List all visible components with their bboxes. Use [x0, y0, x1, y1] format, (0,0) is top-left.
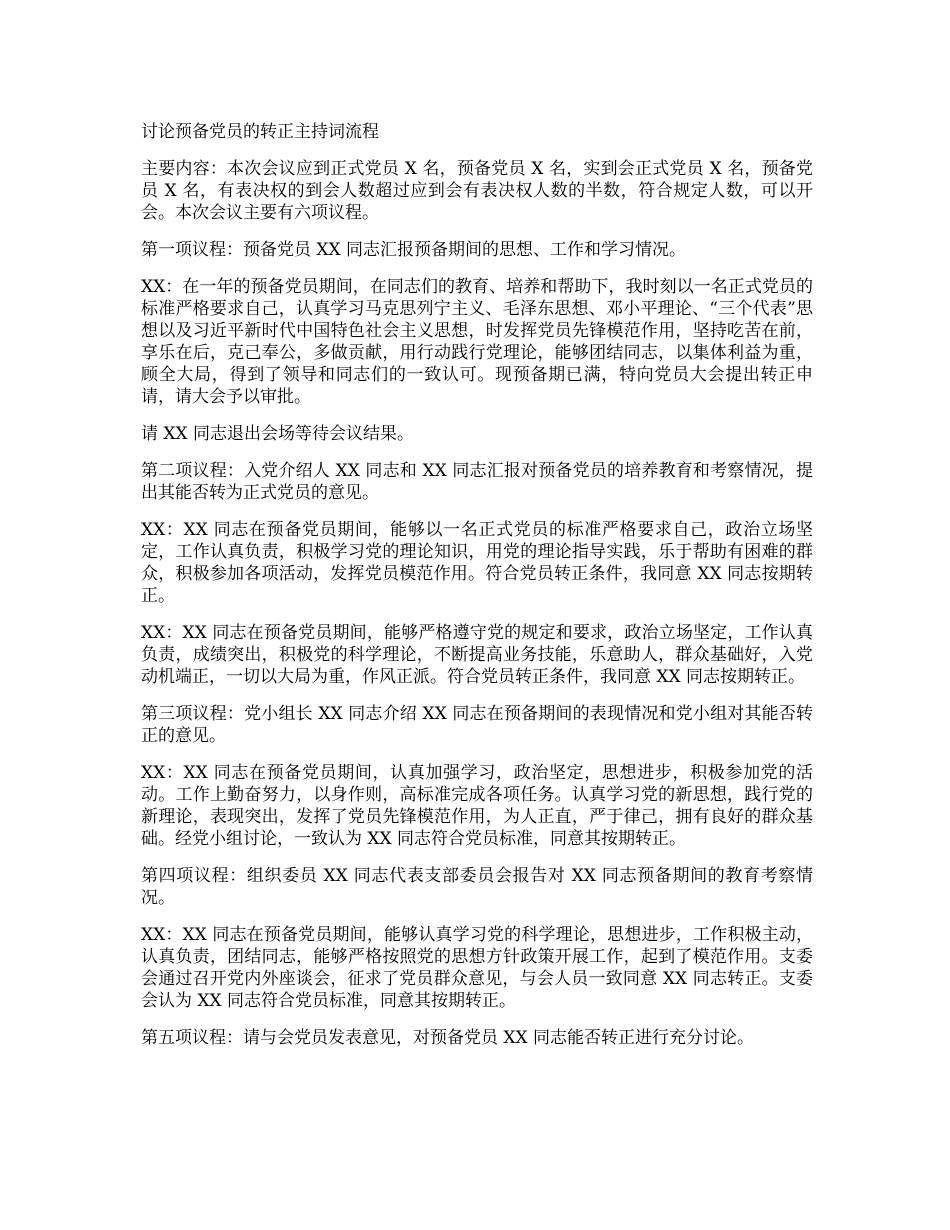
paragraph-agenda-item-5: 第五项议程：请与会党员发表意见，对预备党员 XX 同志能否转正进行充分讨论。: [141, 1028, 755, 1048]
document-title: 讨论预备党员的转正主持词流程: [141, 122, 379, 142]
paragraph-meeting-overview: 主要内容：本次会议应到正式党员 X 名，预备党员 X 名，实到会正式党员 X 名，预备党员 X 名，有表决权的到会人数超过应到会有表决权人数的半数，符合规定人数，可以开会。本次会议主要有六项议程。: [141, 159, 813, 223]
paragraph-committee-report: XX：XX 同志在预备党员期间，能够认真学习党的科学理论，思想进步，工作积极主动，认真负责，团结同志，能够严格按照党的思想方针政策开展工作，起到了模范作用。支委会通过召开党内外座谈会，征求了党员群众意见，与会人员一致同意 XX 同志转正。支委会认为 XX 同志符合党员标准，同意其按期转正。: [141, 925, 813, 1011]
paragraph-agenda-item-2: 第二项议程：入党介绍人 XX 同志和 XX 同志汇报对预备党员的培养教育和考察情况，提出其能否转为正式党员的意见。: [141, 461, 813, 503]
paragraph-agenda-item-3: 第三项议程：党小组长 XX 同志介绍 XX 同志在预备期间的表现情况和党小组对其能否转正的意见。: [141, 704, 813, 746]
paragraph-introducer-opinion-1: XX：XX 同志在预备党员期间，能够以一名正式党员的标准严格要求自己，政治立场坚定，工作认真负责，积极学习党的理论知识，用党的理论指导实践，乐于帮助有困难的群众，积极参加各项活动，发挥党员模范作用。符合党员转正条件，我同意 XX 同志按期转正。: [141, 520, 813, 606]
paragraph-introducer-opinion-2: XX：XX 同志在预备党员期间，能够严格遵守党的规定和要求，政治立场坚定，工作认真负责，成绩突出，积极党的科学理论，不断提高业务技能，乐意助人，群众基础好，入党动机端正，一切以大局为重，作风正派。符合党员转正条件，我同意 XX 同志按期转正。: [141, 623, 813, 687]
paragraph-agenda-item-1: 第一项议程：预备党员 XX 同志汇报预备期间的思想、工作和学习情况。: [141, 240, 687, 260]
paragraph-agenda-item-4: 第四项议程：组织委员 XX 同志代表支部委员会报告对 XX 同志预备期间的教育考察情况。: [141, 866, 813, 908]
paragraph-group-leader-opinion: XX：XX 同志在预备党员期间，认真加强学习，政治坚定，思想进步，积极参加党的活动。工作上勤奋努力，以身作则，高标准完成各项任务。认真学习党的新思想，践行党的新理论，表现突出，发挥了党员先锋模范作用，为人正直，严于律己，拥有良好的群众基础。经党小组讨论，一致认为 XX 同志符合党员标准，同意其按期转正。: [141, 763, 813, 849]
document-body: [141, 121, 813, 1064]
paragraph-candidate-report: XX：在一年的预备党员期间，在同志们的教育、培养和帮助下，我时刻以一名正式党员的标准严格要求自己，认真学习马克思列宁主义、毛泽东思想、邓小平理论、“三个代表”思想以及习近平新时代中国特色社会主义思想，时发挥党员先锋模范作用，坚持吃苦在前，享乐在后，克己奉公，多做贡献，用行动践行党理论，能够团结同志，以集体利益为重，顾全大局，得到了领导和同志们的一致认可。现预备期已满，特向党员大会提出转正申请，请大会予以审批。: [141, 277, 813, 407]
paragraph-leave-venue: 请 XX 同志退出会场等待会议结果。: [141, 424, 415, 444]
